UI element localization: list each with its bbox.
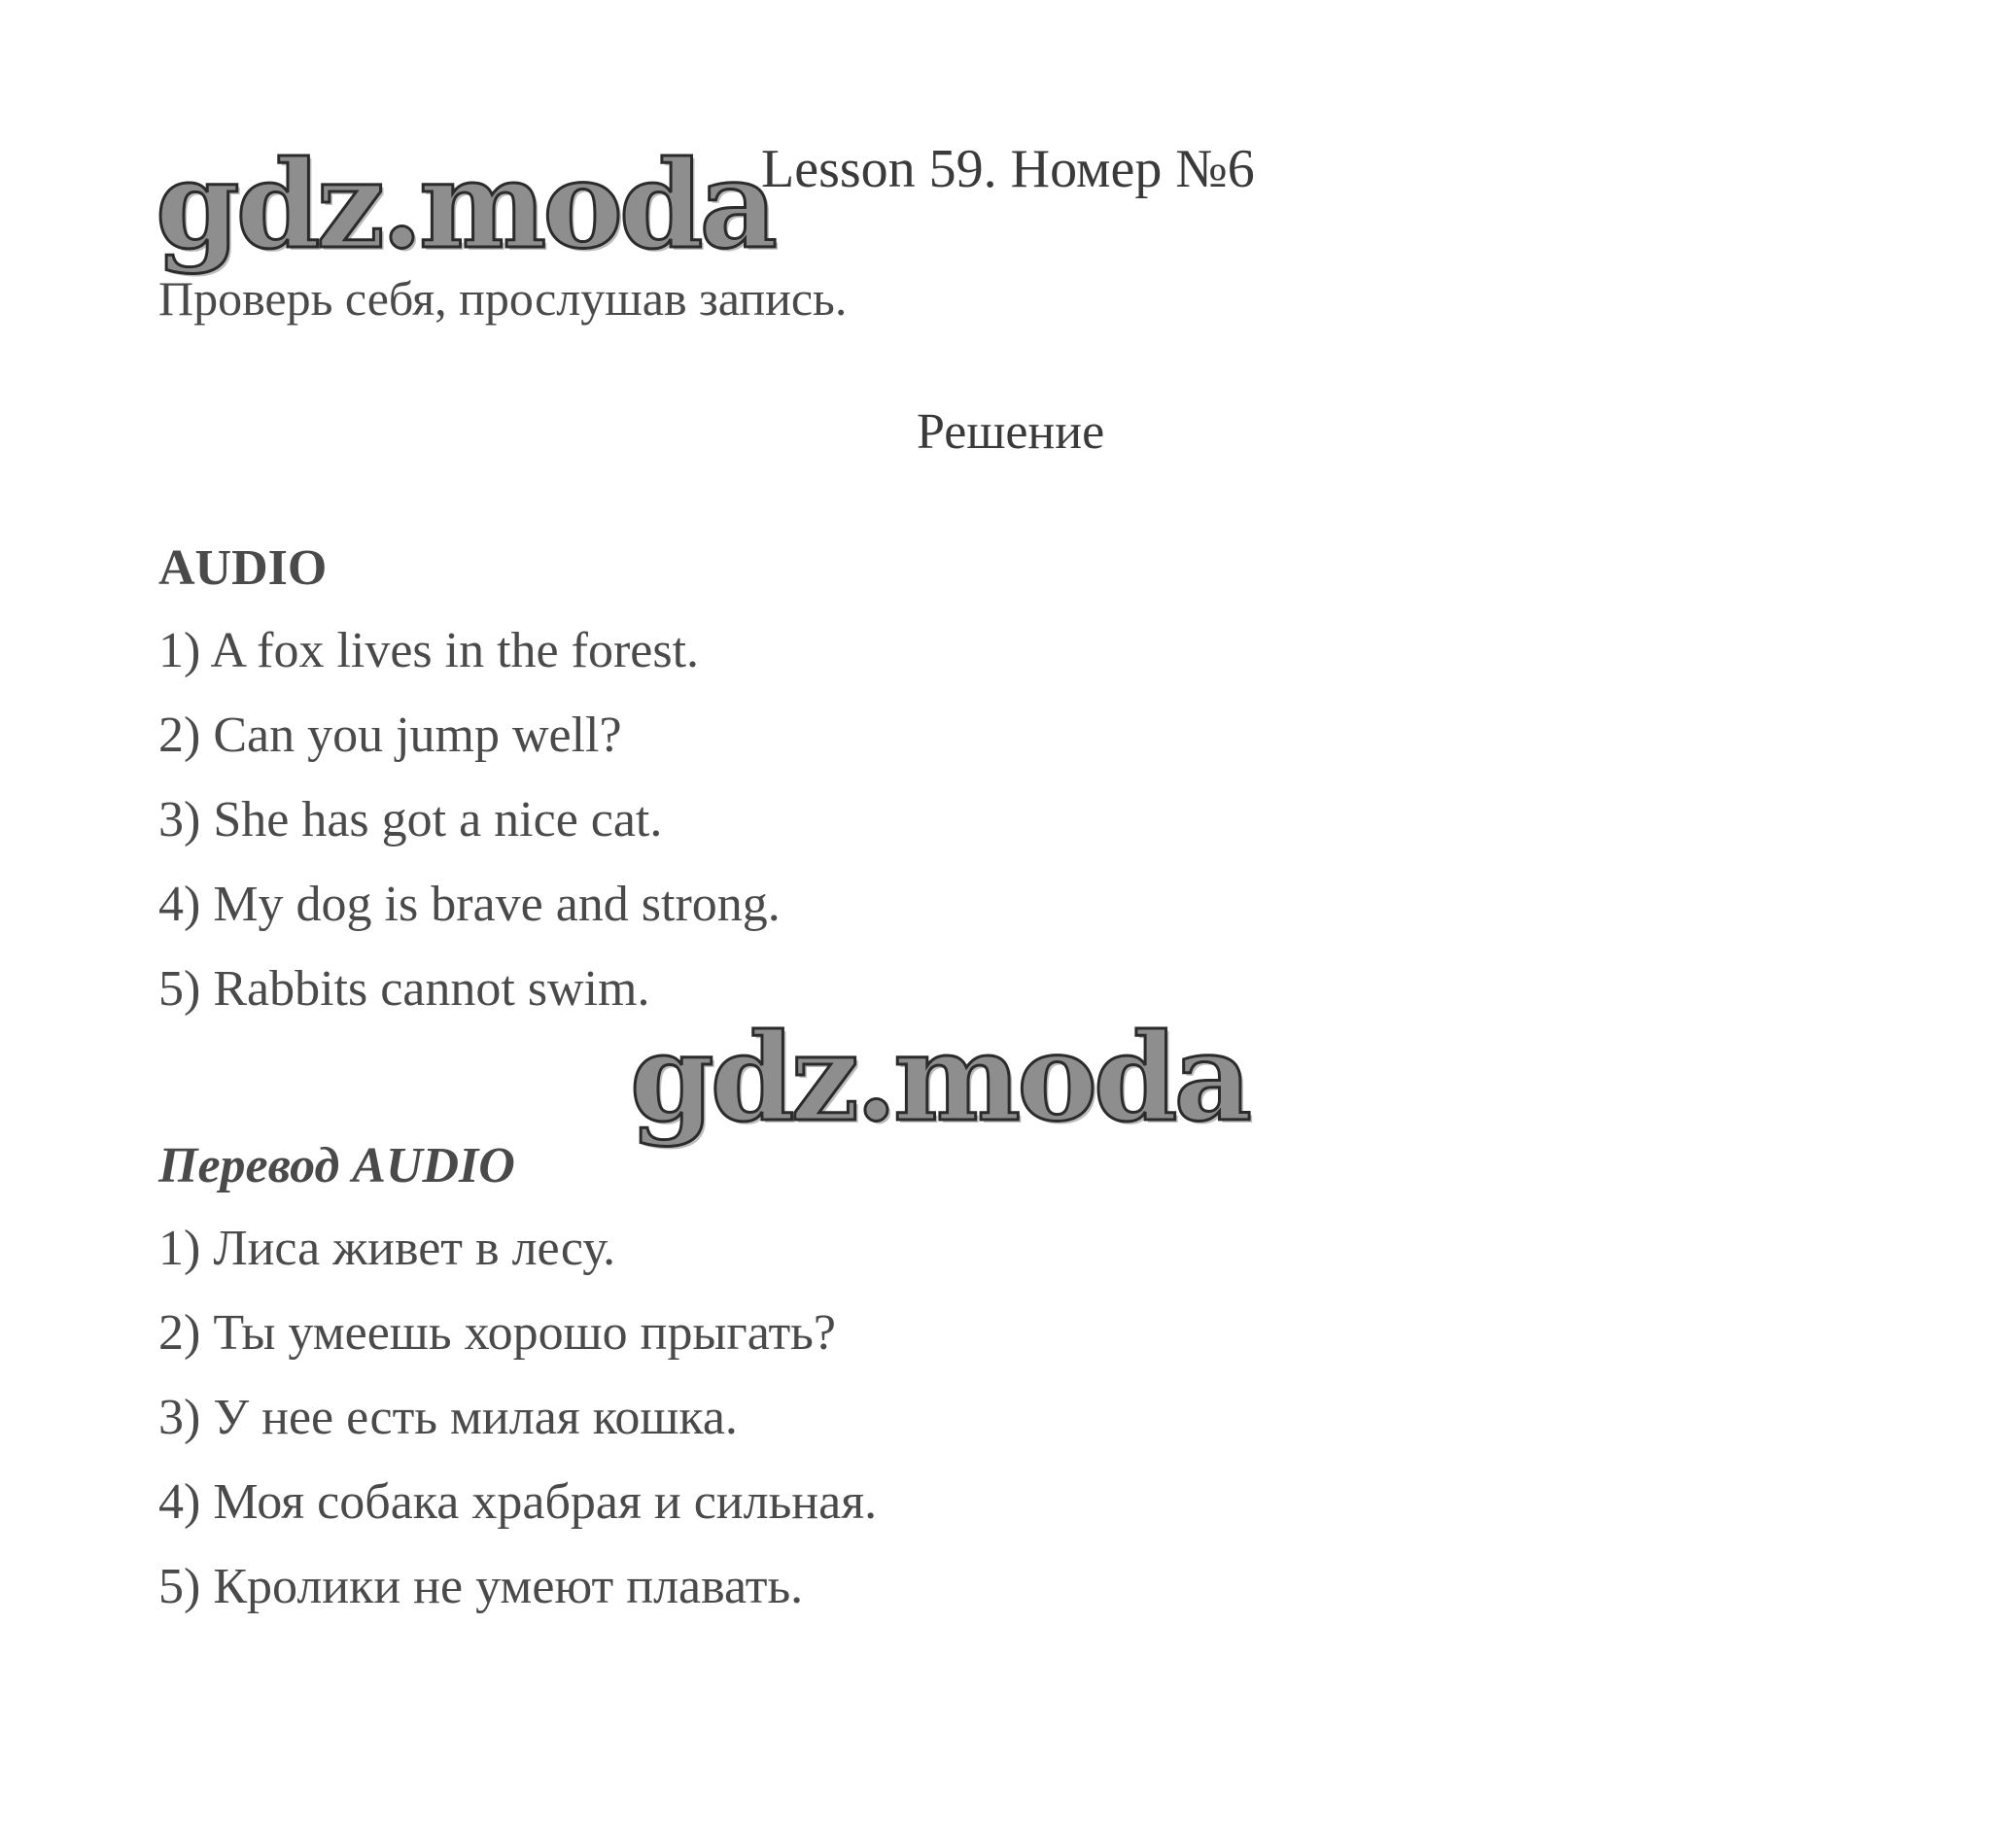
translation-item-4: 4) Моя собака храбрая и сильная. (158, 1474, 878, 1530)
watermark-logo-middle: gdz.moda (630, 1008, 1248, 1149)
task-instruction: Проверь себя, прослушав запись. (158, 271, 848, 326)
translation-item-1: 1) Лиса живет в лесу. (158, 1221, 616, 1276)
audio-item-3: 3) She has got a nice cat. (158, 792, 663, 847)
page-title: Lesson 59. Номер №6 (761, 139, 1255, 199)
audio-list (158, 622, 781, 1045)
translation-item-5: 5) Кролики не умеют плавать. (158, 1559, 804, 1614)
translation-item-3: 3) У нее есть милая кошка. (158, 1390, 738, 1445)
audio-item-4: 4) My dog is brave and strong. (158, 877, 781, 932)
watermark-logo-top: gdz.moda (156, 135, 774, 276)
translation-heading: Перевод AUDIO (158, 1138, 515, 1193)
audio-item-2: 2) Can you jump well? (158, 708, 622, 763)
audio-heading: AUDIO (158, 540, 328, 596)
audio-item-5: 5) Rabbits cannot swim. (158, 961, 650, 1017)
translation-item-2: 2) Ты умеешь хорошо прыгать? (158, 1305, 836, 1361)
solution-label: Решение (917, 404, 1105, 460)
audio-item-1: 1) A fox lives in the forest. (158, 623, 700, 678)
translation-list (158, 1220, 877, 1642)
